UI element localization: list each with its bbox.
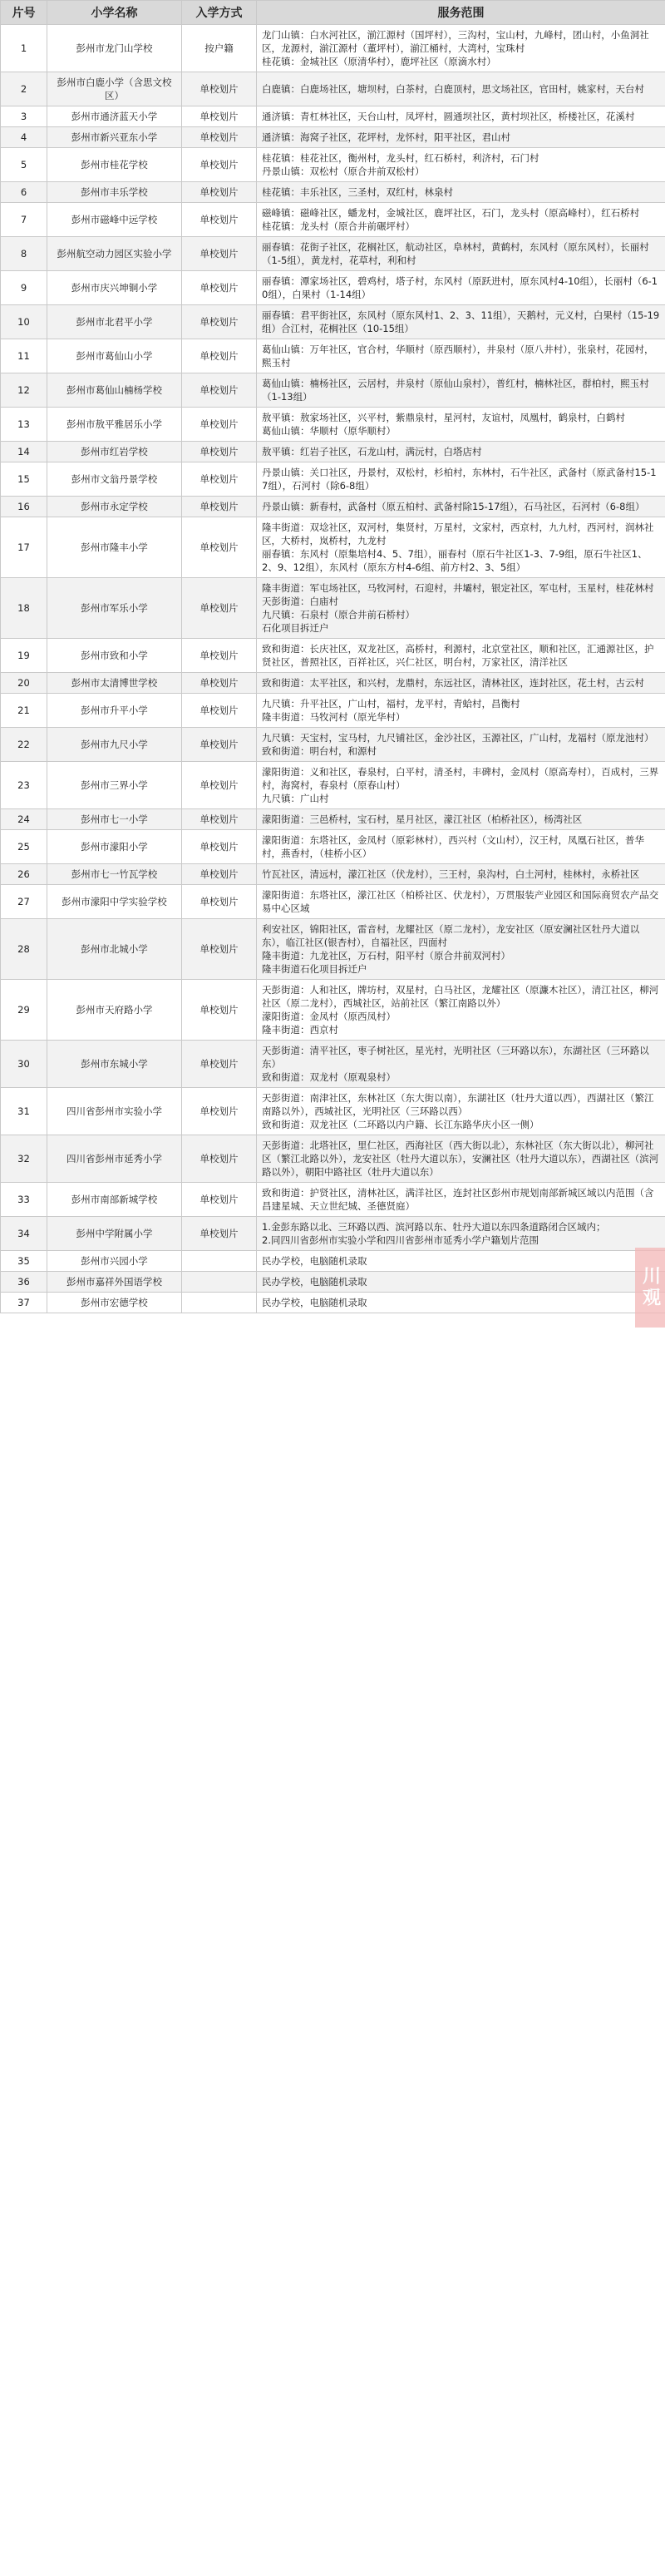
row-enrollment-method xyxy=(182,1272,257,1293)
row-school-name: 彭州市隆丰小学 xyxy=(47,517,182,578)
row-school-name: 彭州市龙门山学校 xyxy=(47,25,182,72)
row-service-scope: 九尺镇：天宝村，宝马村，九尺铺社区，金沙社区，玉源社区，广山村，龙福村（原龙池村） 致和街道：明台村，和源村 xyxy=(257,728,665,762)
header-index: 片号 xyxy=(1,1,47,25)
row-index: 33 xyxy=(1,1183,47,1217)
row-service-scope: 天彭街道：北塔社区，里仁社区，西海社区（西大街以北），东林社区（东大街以北），柳河社区（繁江北路以外），龙安社区（牡丹大道以东），安澜社区（牡丹大道以东），西湖社区（滨河路以外），朝阳中路社区（牡丹大道以东） xyxy=(257,1135,665,1183)
row-service-scope: 天彭街道：南津社区，东林社区（东大街以南），东湖社区（牡丹大道以西），西湖社区（繁江南路以外），西城社区，光明社区（三环路以西） 致和街道：双龙社区（二环路以内户籍、长江东路华庆小区一侧） xyxy=(257,1088,665,1135)
table-row xyxy=(1,25,665,72)
row-school-name: 彭州市北君平小学 xyxy=(47,305,182,339)
row-index: 16 xyxy=(1,497,47,517)
row-service-scope: 濛阳街道：东塔社区，濛江社区（柏桥社区、伏龙村），万贯服装产业园区和国际商贸农产品交易中心区域 xyxy=(257,885,665,919)
row-school-name: 彭州市桂花学校 xyxy=(47,148,182,182)
row-enrollment-method: 单校划片 xyxy=(182,864,257,885)
row-index: 30 xyxy=(1,1041,47,1088)
row-school-name: 彭州市宏德学校 xyxy=(47,1293,182,1313)
row-service-scope: 九尺镇：升平社区，广山村，福村，龙平村，青蛤村，昌衡村 隆丰街道：马牧河村（原光华村） xyxy=(257,694,665,728)
row-service-scope: 通济镇：海窝子社区，花坪村，龙怀村，阳平社区，君山村 xyxy=(257,127,665,148)
row-school-name: 彭州市永定学校 xyxy=(47,497,182,517)
row-school-name: 彭州市红岩学校 xyxy=(47,442,182,462)
row-index: 12 xyxy=(1,373,47,408)
row-service-scope: 丽春镇：潭家场社区，碧鸡村，塔子村，东风村（原跃进村，原东风村4-10组），长丽村（6-10组），白果村（1-14组） xyxy=(257,271,665,305)
row-enrollment-method: 单校划片 xyxy=(182,497,257,517)
row-index: 3 xyxy=(1,106,47,127)
row-enrollment-method: 单校划片 xyxy=(182,1183,257,1217)
table-row xyxy=(1,639,665,673)
table-row xyxy=(1,442,665,462)
row-enrollment-method: 单校划片 xyxy=(182,694,257,728)
table-row xyxy=(1,237,665,271)
row-index: 31 xyxy=(1,1088,47,1135)
row-index: 34 xyxy=(1,1217,47,1251)
row-school-name: 彭州市新兴亚东小学 xyxy=(47,127,182,148)
table-row xyxy=(1,497,665,517)
row-index: 8 xyxy=(1,237,47,271)
row-service-scope: 致和街道：太平社区，和兴村，龙鼎村，东远社区，清林社区，连封社区，花土村，古云村 xyxy=(257,673,665,694)
table-row xyxy=(1,980,665,1041)
row-enrollment-method: 单校划片 xyxy=(182,639,257,673)
row-enrollment-method: 单校划片 xyxy=(182,728,257,762)
row-school-name: 彭州市通济蓝天小学 xyxy=(47,106,182,127)
row-enrollment-method: 单校划片 xyxy=(182,237,257,271)
table-row xyxy=(1,1041,665,1088)
row-enrollment-method: 单校划片 xyxy=(182,980,257,1041)
row-index: 20 xyxy=(1,673,47,694)
row-service-scope: 敖平镇：红岩子社区，石龙山村，满沅村，白塔店村 xyxy=(257,442,665,462)
row-enrollment-method: 单校划片 xyxy=(182,1217,257,1251)
row-school-name: 彭州市兴园小学 xyxy=(47,1251,182,1272)
table-row xyxy=(1,1135,665,1183)
row-index: 21 xyxy=(1,694,47,728)
row-enrollment-method: 单校划片 xyxy=(182,373,257,408)
row-service-scope: 桂花镇：丰乐社区，三圣村，双红村，林泉村 xyxy=(257,182,665,203)
row-service-scope: 白鹿镇：白鹿场社区，塘坝村，白茶村，白鹿顶村，思文场社区，官田村，姚家村，天台村 xyxy=(257,72,665,106)
row-school-name: 彭州航空动力园区实验小学 xyxy=(47,237,182,271)
row-service-scope: 民办学校，电脑随机录取 xyxy=(257,1293,665,1313)
row-index: 13 xyxy=(1,408,47,442)
row-enrollment-method: 单校划片 xyxy=(182,517,257,578)
row-school-name: 彭州市丰乐学校 xyxy=(47,182,182,203)
row-index: 35 xyxy=(1,1251,47,1272)
table-row xyxy=(1,885,665,919)
table-row xyxy=(1,182,665,203)
row-index: 22 xyxy=(1,728,47,762)
header-enrollment-method: 入学方式 xyxy=(182,1,257,25)
row-enrollment-method xyxy=(182,1251,257,1272)
row-service-scope: 民办学校，电脑随机录取 xyxy=(257,1251,665,1272)
row-school-name: 彭州市九尺小学 xyxy=(47,728,182,762)
row-service-scope: 葛仙山镇：万年社区，官合村，华顺村（原西顺村），井泉村（原八井村），张泉村，花园村，熙玉村 xyxy=(257,339,665,373)
table-body xyxy=(1,25,665,1313)
row-school-name: 彭州市磁峰中远学校 xyxy=(47,203,182,237)
row-service-scope: 磁峰镇：磁峰社区，蟠龙村，金城社区，鹿坪社区，石门，龙头村（原高峰村），红石桥村 桂花镇：龙头村（原合井前碾坪村） xyxy=(257,203,665,237)
row-school-name: 彭州市七一竹瓦学校 xyxy=(47,864,182,885)
row-school-name: 彭州中学附属小学 xyxy=(47,1217,182,1251)
table-row xyxy=(1,462,665,497)
table-row xyxy=(1,694,665,728)
row-enrollment-method: 按户籍 xyxy=(182,25,257,72)
table-row xyxy=(1,1088,665,1135)
row-index: 4 xyxy=(1,127,47,148)
row-service-scope: 民办学校，电脑随机录取 xyxy=(257,1272,665,1293)
table-row xyxy=(1,809,665,830)
row-school-name: 彭州市庆兴坤铜小学 xyxy=(47,271,182,305)
row-school-name: 四川省彭州市实验小学 xyxy=(47,1088,182,1135)
row-enrollment-method xyxy=(182,1293,257,1313)
row-school-name: 彭州市濛阳中学实验学校 xyxy=(47,885,182,919)
row-index: 36 xyxy=(1,1272,47,1293)
row-index: 23 xyxy=(1,762,47,809)
row-enrollment-method: 单校划片 xyxy=(182,182,257,203)
table-row xyxy=(1,578,665,639)
row-enrollment-method: 单校划片 xyxy=(182,919,257,980)
row-service-scope: 隆丰街道：双埝社区，双河村，集贤村，万星村，文家村，西京村，九九村，西河村，润林社区，大桥村，岚桥村，九龙村 丽春镇：东风村（原集培村4、5、7组），丽春村（原石牛社区1-3、7-9组，原石牛社区1、2、9、12组），东风村（原东方村4-6组、前方村2、3、5组） xyxy=(257,517,665,578)
table-row xyxy=(1,1217,665,1251)
table-row xyxy=(1,673,665,694)
header-school-name: 小学名称 xyxy=(47,1,182,25)
table-row xyxy=(1,408,665,442)
row-service-scope: 丹景山镇：新春村，武备村（原五柏村、武备村除15-17组），石马社区，石河村（6-8组） xyxy=(257,497,665,517)
row-service-scope: 濛阳街道：三邑桥村，宝石村，星月社区，濛江社区（柏桥社区），杨湾社区 xyxy=(257,809,665,830)
row-service-scope: 丽春镇：花街子社区，花榈社区，航动社区，阜林村，黄鹤村，东风村（原东风村），长丽村（1-5组），黄龙村，花草村，利和村 xyxy=(257,237,665,271)
row-enrollment-method: 单校划片 xyxy=(182,339,257,373)
row-index: 9 xyxy=(1,271,47,305)
row-enrollment-method: 单校划片 xyxy=(182,673,257,694)
row-index: 32 xyxy=(1,1135,47,1183)
row-index: 5 xyxy=(1,148,47,182)
row-enrollment-method: 单校划片 xyxy=(182,578,257,639)
row-school-name: 彭州市致和小学 xyxy=(47,639,182,673)
table-row xyxy=(1,864,665,885)
row-enrollment-method: 单校划片 xyxy=(182,148,257,182)
row-service-scope: 天彭街道：人和社区，牌坊村，双星村，白马社区，龙耀社区（原濂木社区），清江社区，柳河社区（原二龙村），西城社区，站前社区（繁江南路以外） 濛阳街道：金凤村（原西凤村） 隆丰街道：西京村 xyxy=(257,980,665,1041)
table-row xyxy=(1,919,665,980)
table-row xyxy=(1,762,665,809)
row-school-name: 彭州市葛仙山小学 xyxy=(47,339,182,373)
row-school-name: 彭州市七一小学 xyxy=(47,809,182,830)
table-row xyxy=(1,1251,665,1272)
header-service-scope: 服务范围 xyxy=(257,1,665,25)
row-school-name: 彭州市东城小学 xyxy=(47,1041,182,1088)
table-row xyxy=(1,203,665,237)
row-enrollment-method: 单校划片 xyxy=(182,885,257,919)
row-index: 6 xyxy=(1,182,47,203)
table-row xyxy=(1,830,665,864)
row-index: 14 xyxy=(1,442,47,462)
row-index: 24 xyxy=(1,809,47,830)
row-service-scope: 通济镇：青杠林社区，天台山村，凤坪村，圆通坝社区，黄村坝社区，桥楼社区，花溪村 xyxy=(257,106,665,127)
row-service-scope: 桂花镇：桂花社区，衡州村，龙头村，红石桥村，利济村，石门村 丹景山镇：双松村（原合井前双松村） xyxy=(257,148,665,182)
row-school-name: 彭州市升平小学 xyxy=(47,694,182,728)
row-service-scope: 利安社区，锦阳社区，雷音村，龙耀社区（原二龙村），龙安社区（原安澜社区牡丹大道以东），临江社区(银杏村），自福社区，四面村 隆丰街道：九龙社区，万石村，阳平村（原合井前双河村） 隆丰街道石化项目拆迁户 xyxy=(257,919,665,980)
row-enrollment-method: 单校划片 xyxy=(182,1135,257,1183)
table-row xyxy=(1,1183,665,1217)
row-school-name: 彭州市北城小学 xyxy=(47,919,182,980)
row-index: 2 xyxy=(1,72,47,106)
row-enrollment-method: 单校划片 xyxy=(182,271,257,305)
row-index: 17 xyxy=(1,517,47,578)
row-enrollment-method: 单校划片 xyxy=(182,809,257,830)
row-service-scope: 1.金彭东路以北、三环路以西、滨河路以东、牡丹大道以东四条道路闭合区域内； 2.同四川省彭州市实验小学和四川省彭州市延秀小学户籍划片范围 xyxy=(257,1217,665,1251)
row-enrollment-method: 单校划片 xyxy=(182,203,257,237)
table-row xyxy=(1,517,665,578)
row-enrollment-method: 单校划片 xyxy=(182,72,257,106)
table-row xyxy=(1,1293,665,1313)
table-header-row xyxy=(1,1,665,25)
row-school-name: 彭州市嘉祥外国语学校 xyxy=(47,1272,182,1293)
row-enrollment-method: 单校划片 xyxy=(182,762,257,809)
row-service-scope: 天彭街道：清平社区，枣子树社区，星光村，光明社区（三环路以东），东湖社区（三环路以东） 致和街道：双龙村（原观泉村） xyxy=(257,1041,665,1088)
row-index: 19 xyxy=(1,639,47,673)
row-index: 25 xyxy=(1,830,47,864)
row-school-name: 彭州市南部新城学校 xyxy=(47,1183,182,1217)
row-enrollment-method: 单校划片 xyxy=(182,442,257,462)
table-row xyxy=(1,373,665,408)
table-row xyxy=(1,106,665,127)
row-enrollment-method: 单校划片 xyxy=(182,1041,257,1088)
row-index: 28 xyxy=(1,919,47,980)
row-service-scope: 致和街道：长庆社区，双龙社区，高桥村，利源村，北京堂社区，顺和社区，汇通源社区，护贤社区，普照社区，百祥社区，兴仁社区，明台村，万家社区，清洋社区 xyxy=(257,639,665,673)
row-service-scope: 竹瓦社区，清远村，濛江社区（伏龙村），三王村，泉沟村，白土河村，桂林村，永桥社区 xyxy=(257,864,665,885)
row-enrollment-method: 单校划片 xyxy=(182,106,257,127)
row-index: 29 xyxy=(1,980,47,1041)
row-school-name: 彭州市太清博世学校 xyxy=(47,673,182,694)
row-service-scope: 濛阳街道：东塔社区，金凤村（原彩林村），西兴村（文山村），汉王村，凤凰石社区，普华村，燕香村，（桂桥小区） xyxy=(257,830,665,864)
row-index: 7 xyxy=(1,203,47,237)
row-school-name: 四川省彭州市延秀小学 xyxy=(47,1135,182,1183)
row-index: 26 xyxy=(1,864,47,885)
row-service-scope: 龙门山镇：白水河社区，湔江源村（国坪村），三沟村，宝山村，九峰村，团山村，小鱼洞社区，龙源村，湔江源村（董坪村），湔江桶村，大湾村，宝珠村 桂花镇：金城社区（原清华村），鹿坪社区（原滴水村） xyxy=(257,25,665,72)
row-index: 18 xyxy=(1,578,47,639)
table-row xyxy=(1,305,665,339)
row-enrollment-method: 单校划片 xyxy=(182,462,257,497)
row-index: 27 xyxy=(1,885,47,919)
row-school-name: 彭州市白鹿小学（含思文校区） xyxy=(47,72,182,106)
table-row xyxy=(1,728,665,762)
row-service-scope: 葛仙山镇：楠杨社区，云居村，井泉村（原仙山泉村），普红村，楠林社区，群柏村，熙玉村（1-13组） xyxy=(257,373,665,408)
table-row xyxy=(1,1272,665,1293)
row-index: 11 xyxy=(1,339,47,373)
row-enrollment-method: 单校划片 xyxy=(182,1088,257,1135)
row-school-name: 彭州市文翁丹景学校 xyxy=(47,462,182,497)
row-service-scope: 隆丰街道：军屯场社区，马牧河村，石迎村，井壩村，银定社区，军屯村，玉星村，桂花林村 天彭街道：白庙村 九尺镇：石泉村（原合井前石桥村） 石化项目拆迁户 xyxy=(257,578,665,639)
row-service-scope: 丽春镇：君平街社区，东风村（原东风村1、2、3、11组），天鹅村，元义村，白果村（15-19组）合江村，花榈社区（10-15组） xyxy=(257,305,665,339)
table-row xyxy=(1,72,665,106)
table-row xyxy=(1,148,665,182)
row-service-scope: 丹景山镇：关口社区，丹景村，双松村，杉柏村，东林村，石牛社区，武备村（原武备村15-17组），石河村（除6-8组） xyxy=(257,462,665,497)
row-school-name: 彭州市濛阳小学 xyxy=(47,830,182,864)
row-school-name: 彭州市天府路小学 xyxy=(47,980,182,1041)
row-enrollment-method: 单校划片 xyxy=(182,305,257,339)
row-enrollment-method: 单校划片 xyxy=(182,408,257,442)
row-service-scope: 致和街道：护贤社区，清林社区，满洋社区，连封社区彭州市规划南部新城区域以内范围（含昌建星城、天立世纪城、圣德贤庭） xyxy=(257,1183,665,1217)
row-enrollment-method: 单校划片 xyxy=(182,830,257,864)
row-index: 10 xyxy=(1,305,47,339)
row-service-scope: 濛阳街道：义和社区，春泉村，白平村，清圣村，丰碑村，金凤村（原高寿村），百成村，三界村，海窝村，春泉村（原春山村） 九尺镇：广山村 xyxy=(257,762,665,809)
row-school-name: 彭州市三界小学 xyxy=(47,762,182,809)
table-row xyxy=(1,271,665,305)
row-index: 15 xyxy=(1,462,47,497)
row-index: 37 xyxy=(1,1293,47,1313)
row-service-scope: 敖平镇：敖家场社区，兴平村，紫鼎泉村，星河村，友谊村，凤凰村，鹤泉村，白鹤村 葛仙山镇：华顺村（原华顺村） xyxy=(257,408,665,442)
table-row xyxy=(1,339,665,373)
table-row xyxy=(1,127,665,148)
row-school-name: 彭州市敖平雅居乐小学 xyxy=(47,408,182,442)
row-school-name: 彭州市葛仙山楠杨学校 xyxy=(47,373,182,408)
watermark-logo: 川观 xyxy=(635,1248,665,1328)
row-enrollment-method: 单校划片 xyxy=(182,127,257,148)
row-school-name: 彭州市军乐小学 xyxy=(47,578,182,639)
row-index: 1 xyxy=(1,25,47,72)
